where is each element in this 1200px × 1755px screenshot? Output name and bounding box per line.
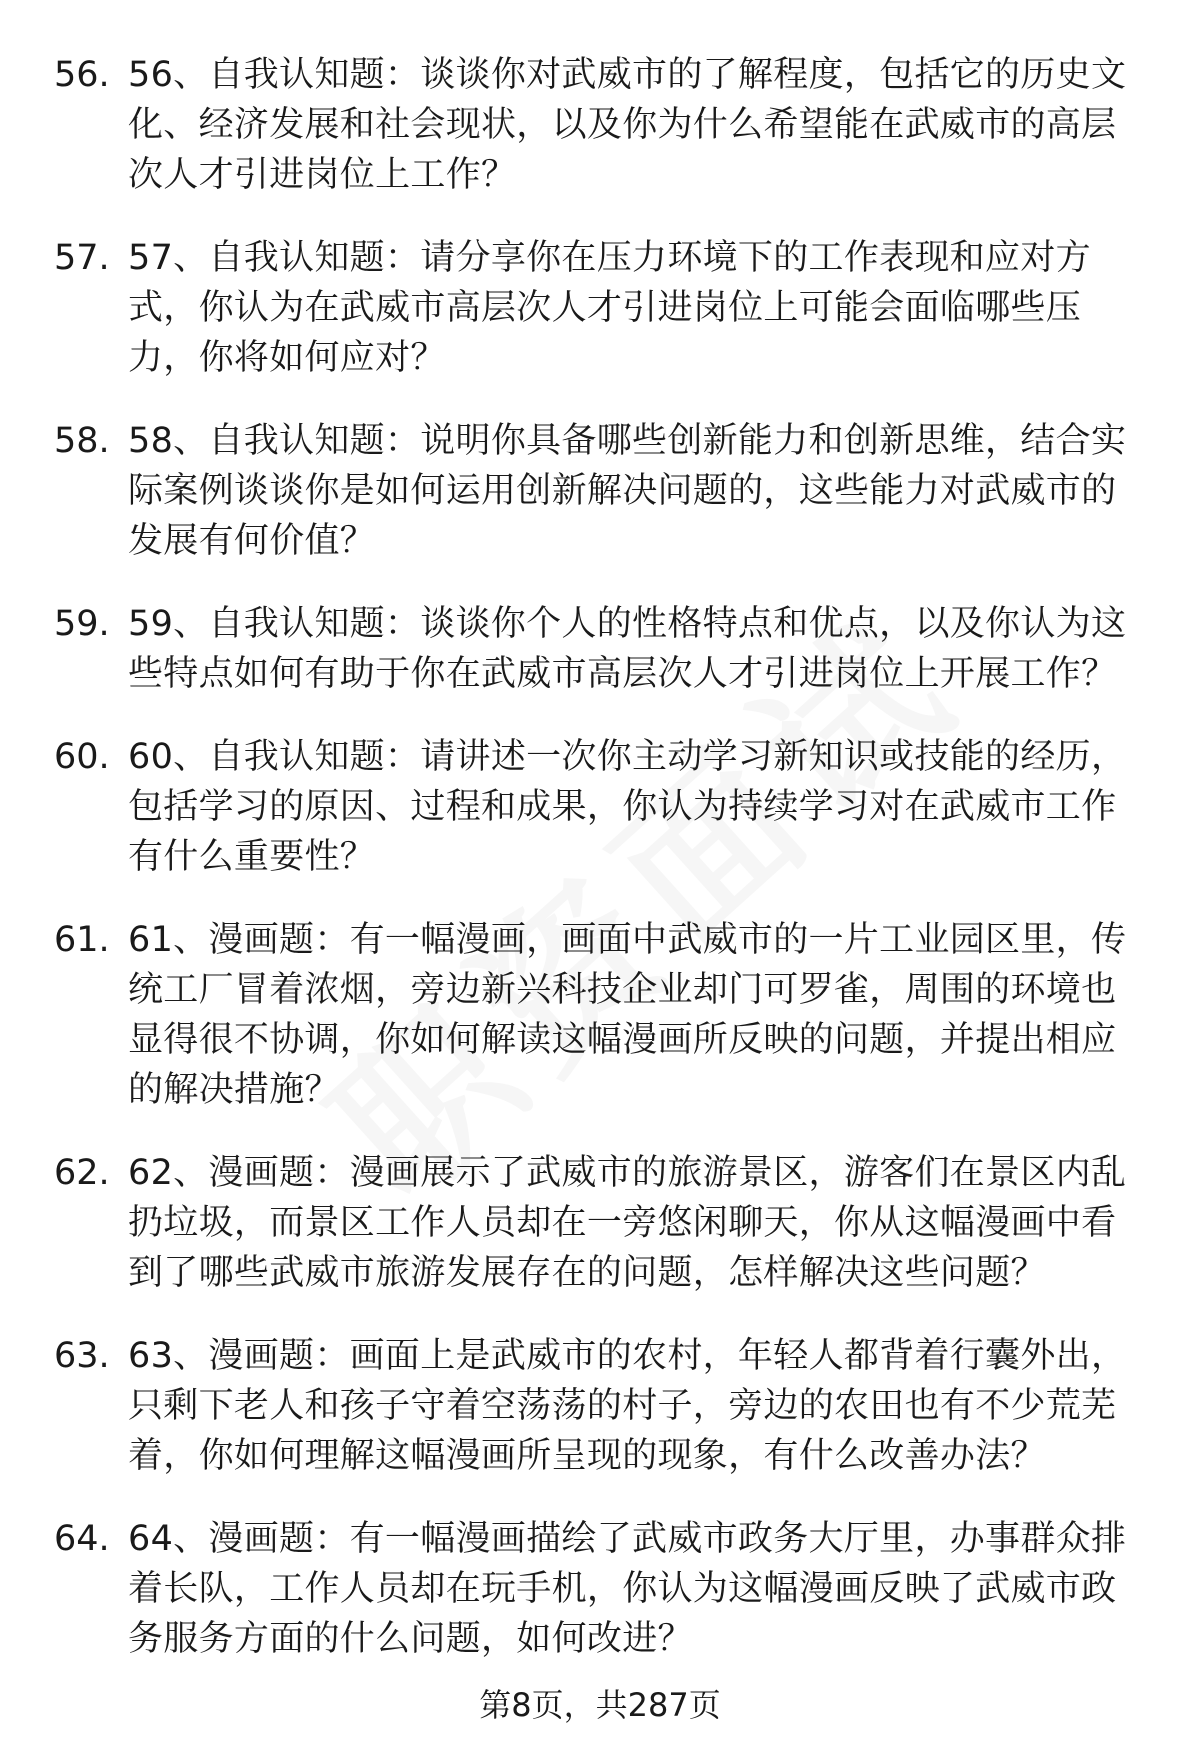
question-item [0,1514,1200,1664]
question-text: 64、漫画题：有一幅漫画描绘了武威市政务大厅里，办事群众排着长队，工作人员却在玩手机，你认为这幅漫画反映了武威市政务服务方面的什么问题，如何改进？ [128,1519,1127,1659]
question-text: 63、漫画题：画面上是武威市的农村，年轻人都背着行囊外出，只剩下老人和孩子守着空荡荡的村子，旁边的农田也有不少荒芜着，你如何理解这幅漫画所呈现的现象，有什么改善办法？ [128,1336,1127,1476]
question-number: 58. [54,421,110,461]
question-number: 61. [54,920,110,960]
question-item [0,1148,1200,1298]
question-item [0,233,1200,383]
question-number: 57. [54,238,110,278]
page-footer: 第8页，共287页 [479,1686,721,1724]
question-item [0,416,1200,566]
question-item [0,599,1200,699]
question-item [0,915,1200,1115]
question-number: 63. [54,1336,110,1376]
question-text: 62、漫画题：漫画展示了武威市的旅游景区，游客们在景区内乱扔垃圾，而景区工作人员却在一旁悠闲聊天，你从这幅漫画中看到了哪些武威市旅游发展存在的问题，怎样解决这些问题？ [128,1153,1127,1293]
question-text: 58、自我认知题：说明你具备哪些创新能力和创新思维，结合实际案例谈谈你是如何运用创新解决问题的，这些能力对武威市的发展有何价值？ [128,421,1127,561]
question-list [0,50,1200,1697]
question-item [0,732,1200,882]
question-number: 59. [54,604,110,644]
question-text: 59、自我认知题：谈谈你个人的性格特点和优点，以及你认为这些特点如何有助于你在武威市高层次人才引进岗位上开展工作？ [128,604,1127,694]
question-text: 60、自我认知题：请讲述一次你主动学习新知识或技能的经历，包括学习的原因、过程和成果，你认为持续学习对在武威市工作有什么重要性？ [128,737,1127,877]
question-text: 57、自我认知题：请分享你在压力环境下的工作表现和应对方式，你认为在武威市高层次人才引进岗位上可能会面临哪些压力，你将如何应对？ [128,238,1091,378]
question-item [0,1331,1200,1481]
question-text: 61、漫画题：有一幅漫画，画面中武威市的一片工业园区里，传统工厂冒着浓烟，旁边新兴科技企业却门可罗雀，周围的环境也显得很不协调，你如何解读这幅漫画所反映的问题，并提出相应的解决措施？ [128,920,1127,1110]
question-item [0,50,1200,200]
question-number: 60. [54,737,110,777]
question-number: 64. [54,1519,110,1559]
question-number: 56. [54,55,110,95]
question-number: 62. [54,1153,110,1193]
question-text: 56、自我认知题：谈谈你对武威市的了解程度，包括它的历史文化、经济发展和社会现状，以及你为什么希望能在武威市的高层次人才引进岗位上工作？ [128,55,1127,195]
